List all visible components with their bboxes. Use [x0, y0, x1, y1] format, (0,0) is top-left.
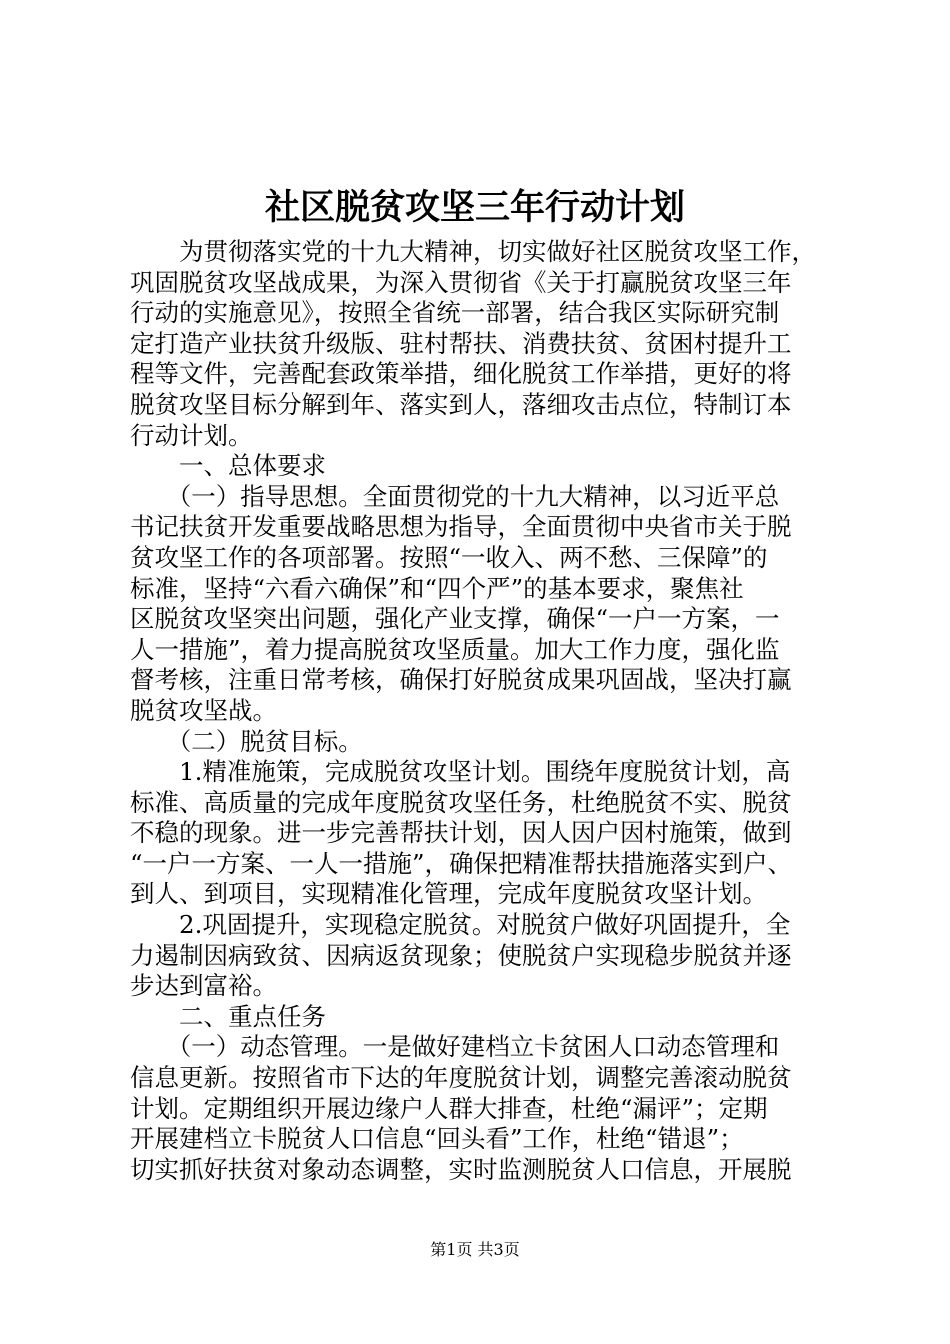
body-line: 计划。定期组织开展边缘户人群大排查，杜绝“漏评”；定期: [130, 1093, 768, 1123]
body-line: 贫攻坚工作的各项部署。按照“一收入、两不愁、三保障”的: [130, 542, 768, 572]
body-line: 督考核，注重日常考核，确保打好脱贫成果巩固战，坚决打赢: [130, 665, 792, 695]
body-line: （一）动态管理。一是做好建档立卡贫困人口动态管理和: [130, 1032, 780, 1062]
body-line: 1.精准施策，完成脱贫攻坚计划。围绕年度脱贫计划，高: [130, 757, 791, 787]
body-line: 程等文件，完善配套政策举措，细化脱贫工作举措，更好的将: [130, 359, 792, 389]
body-line: 脱贫攻坚战。: [130, 695, 277, 725]
document-body: [130, 237, 830, 1185]
body-line: 书记扶贫开发重要战略思想为指导，全面贯彻中央省市关于脱: [130, 512, 792, 542]
body-line: 标准、高质量的完成年度脱贫攻坚任务，杜绝脱贫不实、脱贫: [130, 787, 792, 817]
body-line: （一）指导思想。全面贯彻党的十九大精神，以习近平总: [130, 481, 780, 511]
body-line: 二、重点任务: [130, 1001, 326, 1031]
page-footer: 第1页 共3页: [430, 1240, 520, 1259]
body-line: 巩固脱贫攻坚战成果，为深入贯彻省《关于打赢脱贫攻坚三年: [130, 267, 792, 297]
body-line: 力遏制因病致贫、因病返贫现象；使脱贫户实现稳步脱贫并逐: [130, 940, 792, 970]
body-line: 开展建档立卡脱贫人口信息“回头看”工作，杜绝“错退”；: [130, 1124, 744, 1154]
body-line: 到人、到项目，实现精准化管理，完成年度脱贫攻坚计划。: [130, 879, 767, 909]
body-line: 人一措施”，着力提高脱贫攻坚质量。加大工作力度，强化监: [130, 634, 780, 664]
body-line: 为贯彻落实党的十九大精神，切实做好社区脱贫攻坚工作，: [130, 237, 816, 266]
body-line: 不稳的现象。进一步完善帮扶计划，因人因户因村施策，做到: [130, 818, 792, 848]
body-line: （二）脱贫目标。: [130, 726, 363, 756]
body-line: 行动计划。: [130, 420, 253, 450]
body-line: 脱贫攻坚目标分解到年、落实到人，落细攻击点位，特制订本: [130, 389, 792, 419]
body-line: 标准，坚持“六看六确保”和“四个严”的基本要求，聚焦社: [130, 573, 744, 603]
body-line: 信息更新。按照省市下达的年度脱贫计划，调整完善滚动脱贫: [130, 1063, 792, 1093]
body-line: 2.巩固提升，实现稳定脱贫。对脱贫户做好巩固提升，全: [130, 910, 791, 940]
body-line: “一户一方案、一人一措施”，确保把精准帮扶措施落实到户、: [130, 848, 793, 878]
document-title: 社区脱贫攻坚三年行动计划: [264, 187, 685, 228]
body-line: 切实抓好扶贫对象动态调整，实时监测脱贫人口信息，开展脱: [130, 1154, 792, 1184]
body-line: 定打造产业扶贫升级版、驻村帮扶、消费扶贫、贫困村提升工: [130, 328, 792, 358]
body-line: 步达到富裕。: [130, 971, 277, 1001]
body-line: 一、总体要求: [130, 451, 326, 481]
body-line: 区脱贫攻坚突出问题，强化产业支撑，确保“一户一方案，一: [130, 604, 780, 634]
body-line: 行动的实施意见》，按照全省统一部署，结合我区实际研究制: [130, 298, 780, 328]
